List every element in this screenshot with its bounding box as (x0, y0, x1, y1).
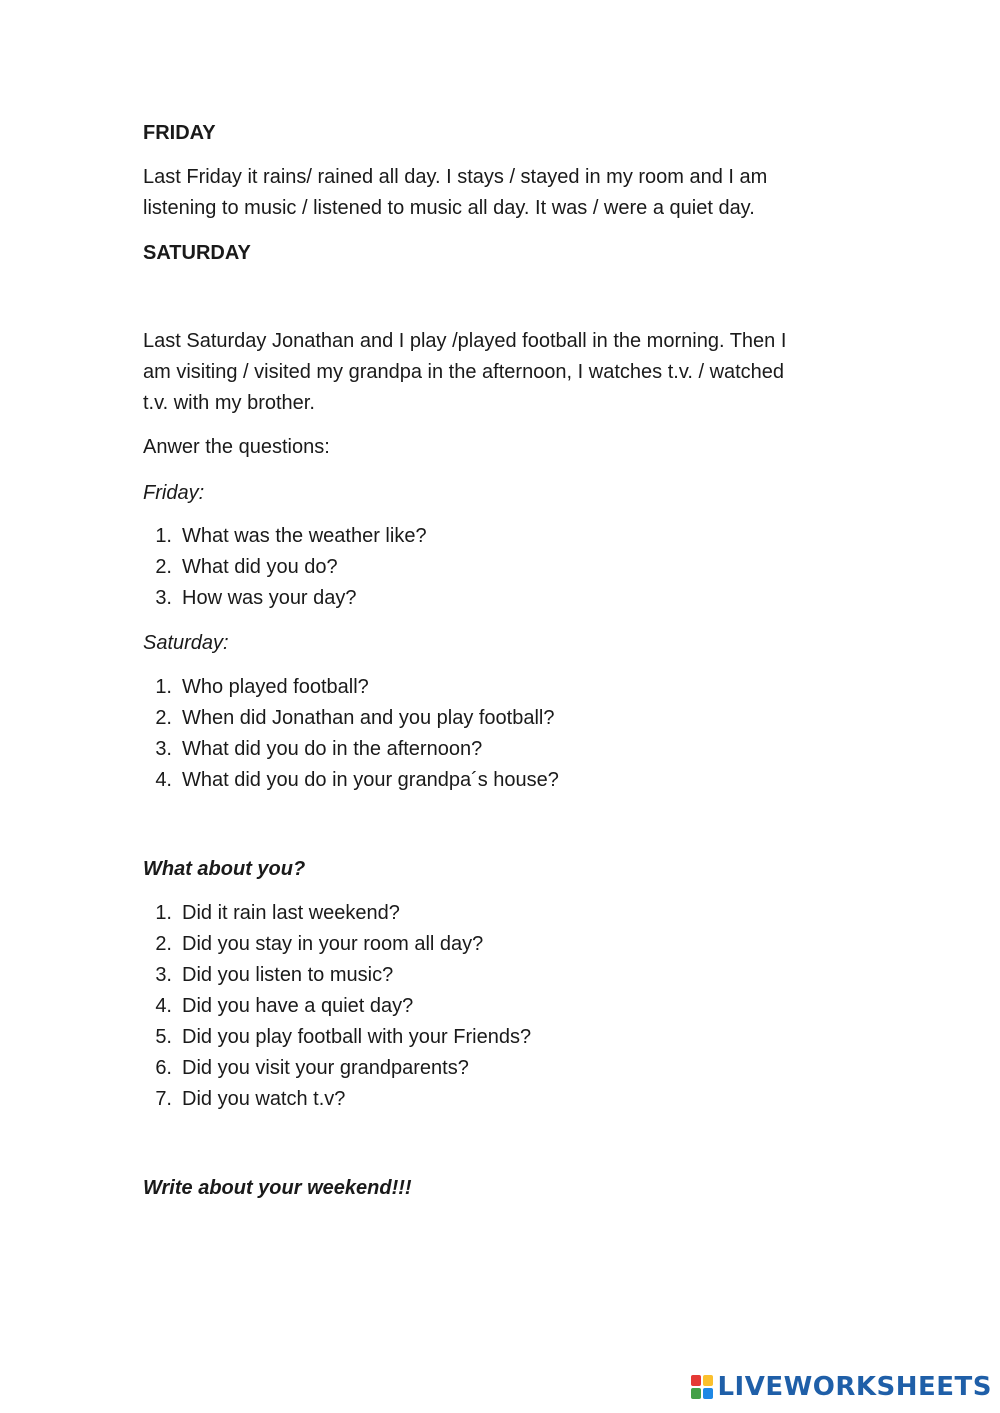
list-item: 2. What did you do? (155, 556, 338, 578)
friday-question-list (112, 521, 427, 614)
logo-text: LIVEWORKSHEETS (717, 1372, 992, 1402)
friday-line-1: Last Friday it rains/ rained all day. I stays / stayed in my room and I am (143, 166, 768, 188)
friday-line-2: listening to music / listened to music all day. It was / were a quiet day. (143, 197, 755, 219)
liveworksheets-logo[interactable] (691, 1371, 992, 1403)
list-item: 4. Did you have a quiet day? (155, 995, 414, 1017)
saturday-question-list (112, 672, 559, 796)
about-you-label: What about you? (143, 858, 306, 880)
saturday-line-2: am visiting / visited my grandpa in the afternoon, I watches t.v. / watched (143, 361, 785, 383)
saturday-line-1: Last Saturday Jonathan and I play /played football in the morning. Then I (143, 330, 787, 352)
saturday-line-3: t.v. with my brother. (143, 392, 315, 414)
list-item: 4. What did you do in your grandpa´s house? (155, 769, 559, 791)
instructions: Anwer the questions: (143, 436, 330, 458)
list-item: 2. When did Jonathan and you play football? (155, 707, 555, 729)
list-item: 6. Did you visit your grandparents? (155, 1057, 469, 1079)
list-item: 7. Did you watch t.v? (155, 1088, 346, 1110)
list-item: 1. What was the weather like? (155, 525, 427, 547)
about-you-question-list (112, 898, 531, 1115)
liveworksheets-logo-icon (691, 1375, 713, 1399)
logo-square-yellow (703, 1375, 713, 1386)
logo-square-green (691, 1388, 701, 1399)
friday-paragraph (143, 162, 863, 224)
write-prompt: Write about your weekend!!! (143, 1177, 412, 1199)
list-item: 1. Who played football? (155, 676, 369, 698)
list-item: 3. What did you do in the afternoon? (155, 738, 483, 760)
list-item: 3. How was your day? (155, 587, 357, 609)
list-item: 1. Did it rain last weekend? (155, 902, 400, 924)
friday-questions-label: Friday: (143, 482, 205, 504)
saturday-paragraph (143, 326, 863, 419)
logo-square-blue (703, 1388, 713, 1399)
saturday-questions-label: Saturday: (143, 632, 229, 654)
saturday-heading: SATURDAY (143, 242, 251, 264)
friday-heading: FRIDAY (143, 122, 216, 144)
list-item: 5. Did you play football with your Friends? (155, 1026, 532, 1048)
list-item: 3. Did you listen to music? (155, 964, 394, 986)
logo-square-red (691, 1375, 701, 1386)
list-item: 2. Did you stay in your room all day? (155, 933, 484, 955)
